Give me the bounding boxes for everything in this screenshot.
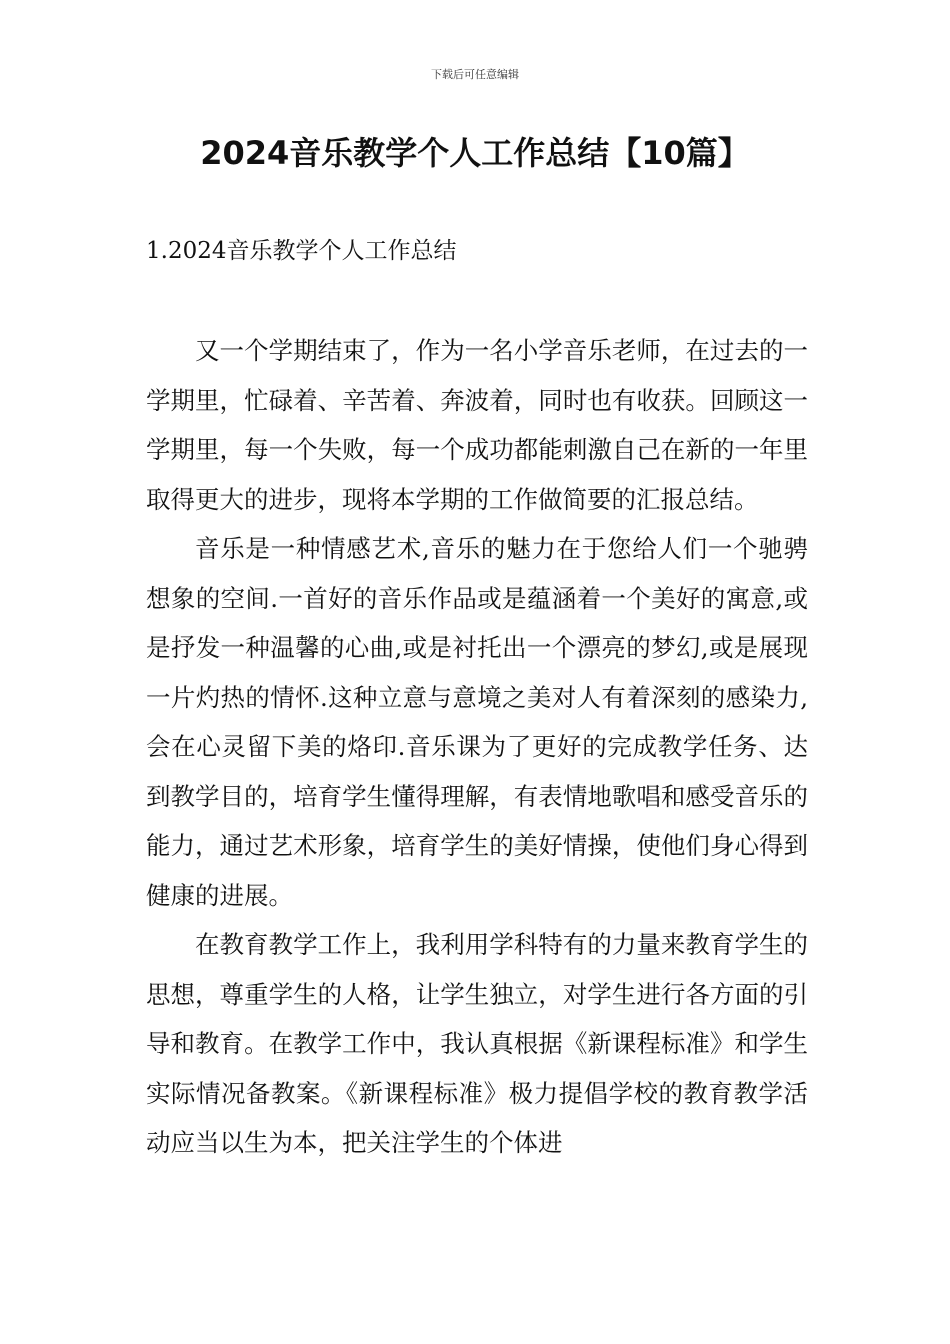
- document-body: [146, 326, 808, 1168]
- paragraph-3: 在教育教学工作上，我利用学科特有的力量来教育学生的思想，尊重学生的人格，让学生独立，对学生进行各方面的引导和教育。在教学工作中，我认真根据《新课程标准》和学生实际情况备教案。《新课程标准》极力提倡学校的教育教学活动应当以生为本，把关注学生的个体进: [146, 930, 808, 1157]
- document-title: 2024音乐教学个人工作总结【10篇】: [200, 134, 750, 172]
- paragraph-2: 音乐是一种情感艺术,音乐的魅力在于您给人们一个驰骋想象的空间.一首好的音乐作品或是蕴涵着一个美好的寓意,或是抒发一种温馨的心曲,或是衬托出一个漂亮的梦幻,或是展现一片灼热的情怀.这种立意与意境之美对人有着深刻的感染力,会在心灵留下美的烙印.音乐课为了更好的完成教学任务、达到教学目的，培育学生懂得理解，有表情地歌唱和感受音乐的能力，通过艺术形象，培育学生的美好情操，使他们身心得到健康的进展。: [146, 534, 808, 910]
- paragraph-1: 又一个学期结束了，作为一名小学音乐老师，在过去的一学期里，忙碌着、辛苦着、奔波着，同时也有收获。回顾这一学期里，每一个失败，每一个成功都能刺激自己在新的一年里取得更大的进步，现将本学期的工作做简要的汇报总结。: [146, 336, 808, 514]
- header-note: 下载后可任意编辑: [431, 68, 519, 81]
- section-heading: 1.2024音乐教学个人工作总结: [146, 238, 457, 264]
